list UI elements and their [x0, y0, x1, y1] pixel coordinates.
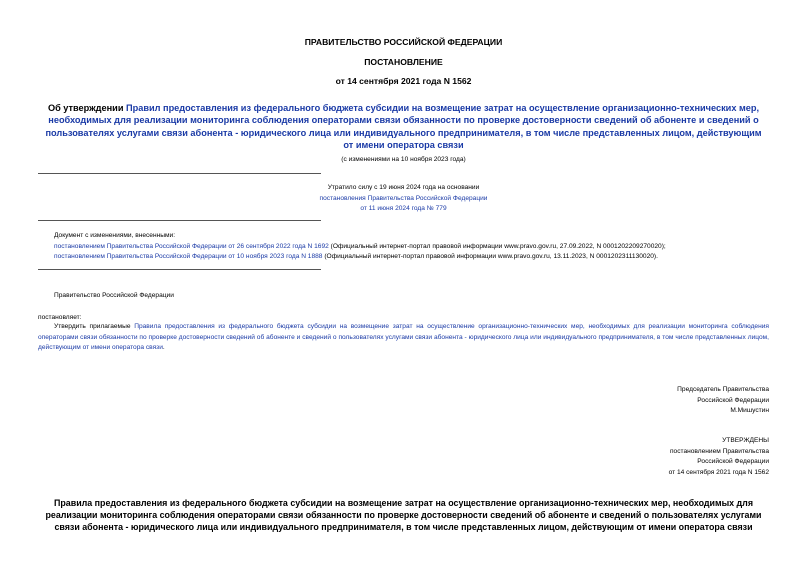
divider: [38, 269, 321, 270]
government-heading: ПРАВИТЕЛЬСТВО РОССИЙСКОЙ ФЕДЕРАЦИИ: [304, 37, 503, 47]
document-date-number: от 14 сентября 2021 года N 1562: [335, 76, 472, 86]
expired-notice: [0, 183, 807, 215]
changes-item-source: (Официальный интернет-портал правовой информации www.pravo.gov.ru, 13.11.2023, N 0001202311130020).: [322, 253, 658, 260]
signature-block: [677, 385, 769, 417]
changes-item-link[interactable]: постановлением Правительства Российской Федерации от 10 ноября 2023 года N 1888: [54, 253, 323, 260]
expired-link-line2[interactable]: от 11 июня 2024 года № 779: [360, 205, 447, 212]
title-rules-link[interactable]: Правил предоставления из федерального бюджета субсидии на возмещение затрат на осуществление организационно-технических мер, необходимых для реализации мониторинга соблюдения операторами связи обязанности по проверке достоверности сведений об абоненте и сведений о пользователях услугами связи абонента - юридического лица или индивидуального предпринимателя, в том числе представленных лицом, действующим от имени оператора связи: [45, 103, 762, 151]
rules-title: Правила предоставления из федерального бюджета субсидии на возмещение затрат на осуществление организационно-технических мер, необходимых для реализации мониторинга соблюдения операторами связи обязанности по проверке достоверности сведений об абоненте и сведений о пользователях услугами связи абонента - юридического лица или индивидуального предпринимателя, в том числе представленных лицом, действующим от имени оператора связи: [45, 498, 762, 533]
changes-block: [54, 231, 774, 263]
approve-paragraph: [38, 322, 769, 354]
divider: [38, 220, 321, 221]
government-line: Правительство Российской Федерации: [54, 292, 174, 299]
approval-stamp: [669, 436, 769, 478]
resolves-line: постановляет:: [38, 314, 82, 321]
changes-item-link[interactable]: постановлением Правительства Российской Федерации от 26 сентября 2022 года N 1692: [54, 242, 329, 250]
signature-position: Председатель Правительства: [677, 386, 769, 393]
amendment-note: (с изменениями на 10 ноября 2023 года): [341, 156, 466, 163]
expired-link-line1[interactable]: постановления Правительства Российской Федерации: [319, 194, 488, 202]
title-prefix: Об утверждении: [47, 103, 127, 113]
signature-organization: Российской Федерации: [697, 396, 769, 404]
changes-intro: Документ с изменениями, внесенными:: [54, 232, 176, 239]
expired-line: Утратило силу с 19 июня 2024 года на основании: [327, 184, 480, 191]
document-type-heading: ПОСТАНОВЛЕНИЕ: [364, 57, 443, 67]
approve-rules-link[interactable]: Правила предоставления из федерального бюджета субсидии на возмещение затрат на осуществление организационно-технических мер, необходимых для реализации мониторинга соблюдения операторами связи обязанности по проверке достоверности сведений об абоненте и сведений о пользователях услугами связи абонента - юридического лица или индивидуального предпринимателя, в том числе представленных лицом, действующим от имени оператора связи: [38, 323, 769, 351]
approved-by: постановлением Правительства: [669, 447, 769, 455]
approve-suffix: .: [162, 344, 165, 351]
approved-heading: УТВЕРЖДЕНЫ: [722, 437, 769, 444]
changes-item: [54, 242, 774, 253]
changes-item: [54, 252, 774, 263]
approve-prefix: Утвердить прилагаемые: [54, 323, 135, 330]
approved-organization: Российской Федерации: [697, 458, 769, 465]
changes-item-source: (Официальный интернет-портал правовой информации www.pravo.gov.ru, 27.09.2022, N 0001202209270020);: [328, 242, 666, 250]
document-title: [42, 102, 765, 152]
divider: [38, 173, 321, 174]
approved-date-number: от 14 сентября 2021 года N 1562: [668, 468, 769, 476]
signature-name: М.Мишустин: [730, 407, 769, 414]
